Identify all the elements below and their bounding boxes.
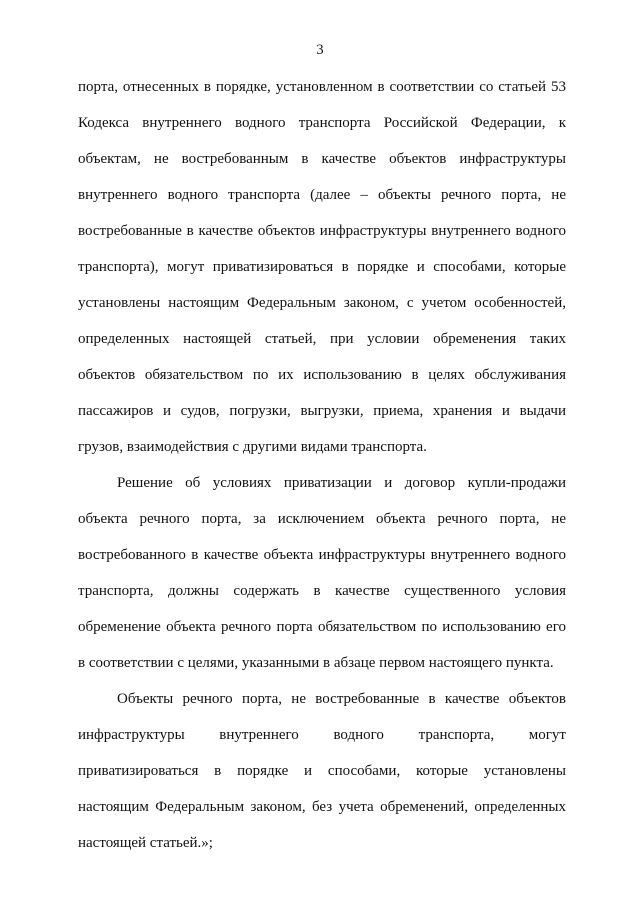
page-number: 3 <box>316 42 324 58</box>
text-line: востребованные в качестве объектов инфраструктуры внутреннего водного <box>78 223 566 239</box>
text-line: грузов, взаимодействия с другими видами транспорта. <box>78 439 427 455</box>
paragraph-first-line: Объекты речного порта, не востребованные в качестве объектов <box>117 691 566 707</box>
text-line: объектам, не востребованным в качестве объектов инфраструктуры <box>78 151 566 167</box>
text-line: настоящей статьей.»; <box>78 835 213 851</box>
text-line: пассажиров и судов, погрузки, выгрузки, приема, хранения и выдачи <box>78 403 566 419</box>
text-line: приватизироваться в порядке и способами, которые установлены <box>78 763 566 779</box>
text-line: установлены настоящим Федеральным законом, с учетом особенностей, <box>78 295 566 311</box>
text-line: обременение объекта речного порта обязательством по использованию его <box>78 619 566 635</box>
text-line: настоящим Федеральным законом, без учета обременений, определенных <box>78 799 566 815</box>
text-line: Кодекса внутреннего водного транспорта Российской Федерации, к <box>78 115 566 131</box>
text-line: объектов обязательством по их использованию в целях обслуживания <box>78 367 566 383</box>
text-line: внутреннего водного транспорта (далее – объекты речного порта, не <box>78 187 566 203</box>
text-line: в соответствии с целями, указанными в абзаце первом настоящего пункта. <box>78 655 554 671</box>
text-line: транспорта, должны содержать в качестве существенного условия <box>78 583 566 599</box>
text-line: порта, отнесенных в порядке, установленном в соответствии со статьей 53 <box>78 79 566 95</box>
text-line: определенных настоящей статьей, при условии обременения таких <box>78 331 566 347</box>
text-line: инфраструктуры внутреннего водного транспорта, могут <box>78 727 566 743</box>
text-line: востребованного в качестве объекта инфраструктуры внутреннего водного <box>78 547 566 563</box>
text-line: объекта речного порта, за исключением объекта речного порта, не <box>78 511 566 527</box>
paragraph-first-line: Решение об условиях приватизации и договор купли-продажи <box>117 475 566 491</box>
text-line: транспорта), могут приватизироваться в порядке и способами, которые <box>78 259 566 275</box>
